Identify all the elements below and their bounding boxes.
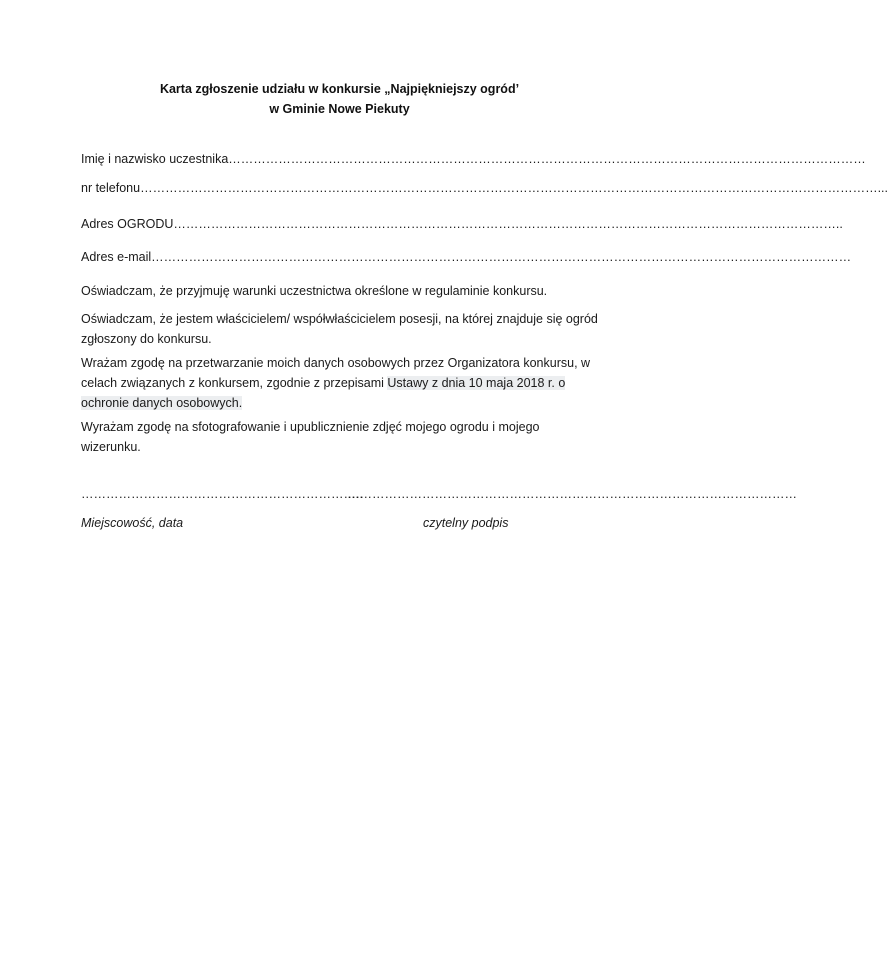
place-date-line: …………………………………………………………..: [81, 487, 363, 501]
name-field-line: Imię i nazwisko uczestnika………………………………………………………………………………………………………………………………………: [81, 152, 866, 166]
declaration-terms: Oświadczam, że przyjmuję warunki uczestnictwa określone w regulaminie konkursu.: [81, 284, 548, 298]
place-date-label: Miejscowość, data: [81, 516, 184, 530]
phone-field-line: nr telefonu……………………………………………………………………………………………………………………………………………………………...: [81, 181, 888, 195]
form-title: Karta zgłoszenie udziału w konkursie „Najpiękniejszy ogród’: [159, 82, 520, 96]
data-processing-text: Wrażam zgodę na przetwarzanie moich danych osobowych przez Organizatora konkursu, w celach związanych z konkursem, zgodnie z przepisami: [81, 356, 591, 390]
declaration-data-processing: [81, 353, 601, 413]
signature-label: czytelny podpis: [423, 516, 509, 530]
email-field-line: Adres e-mail……………………………………………………………………………………………………………………………………………………: [81, 250, 852, 264]
declaration-ownership: Oświadczam, że jestem właścicielem/ współwłaścicielem posesji, na której znajduje się ogród zgłoszony do konkursu.: [81, 312, 598, 346]
declaration-photography: Wyrażam zgodę na sfotografowanie i upublicznienie zdjęć mojego ogrodu i mojego wizerunku.: [81, 420, 540, 454]
form-subtitle: w Gminie Nowe Piekuty: [269, 102, 410, 116]
signature-line: ………………………………………………………………………………………………: [347, 487, 797, 501]
law-reference-highlight: Ustawy z dnia 10 maja 2018 r. o ochronie danych osobowych.: [81, 376, 566, 410]
garden-address-field-line: Adres OGRODU……………………………………………………………………………………………………………………………………………..: [81, 217, 843, 231]
